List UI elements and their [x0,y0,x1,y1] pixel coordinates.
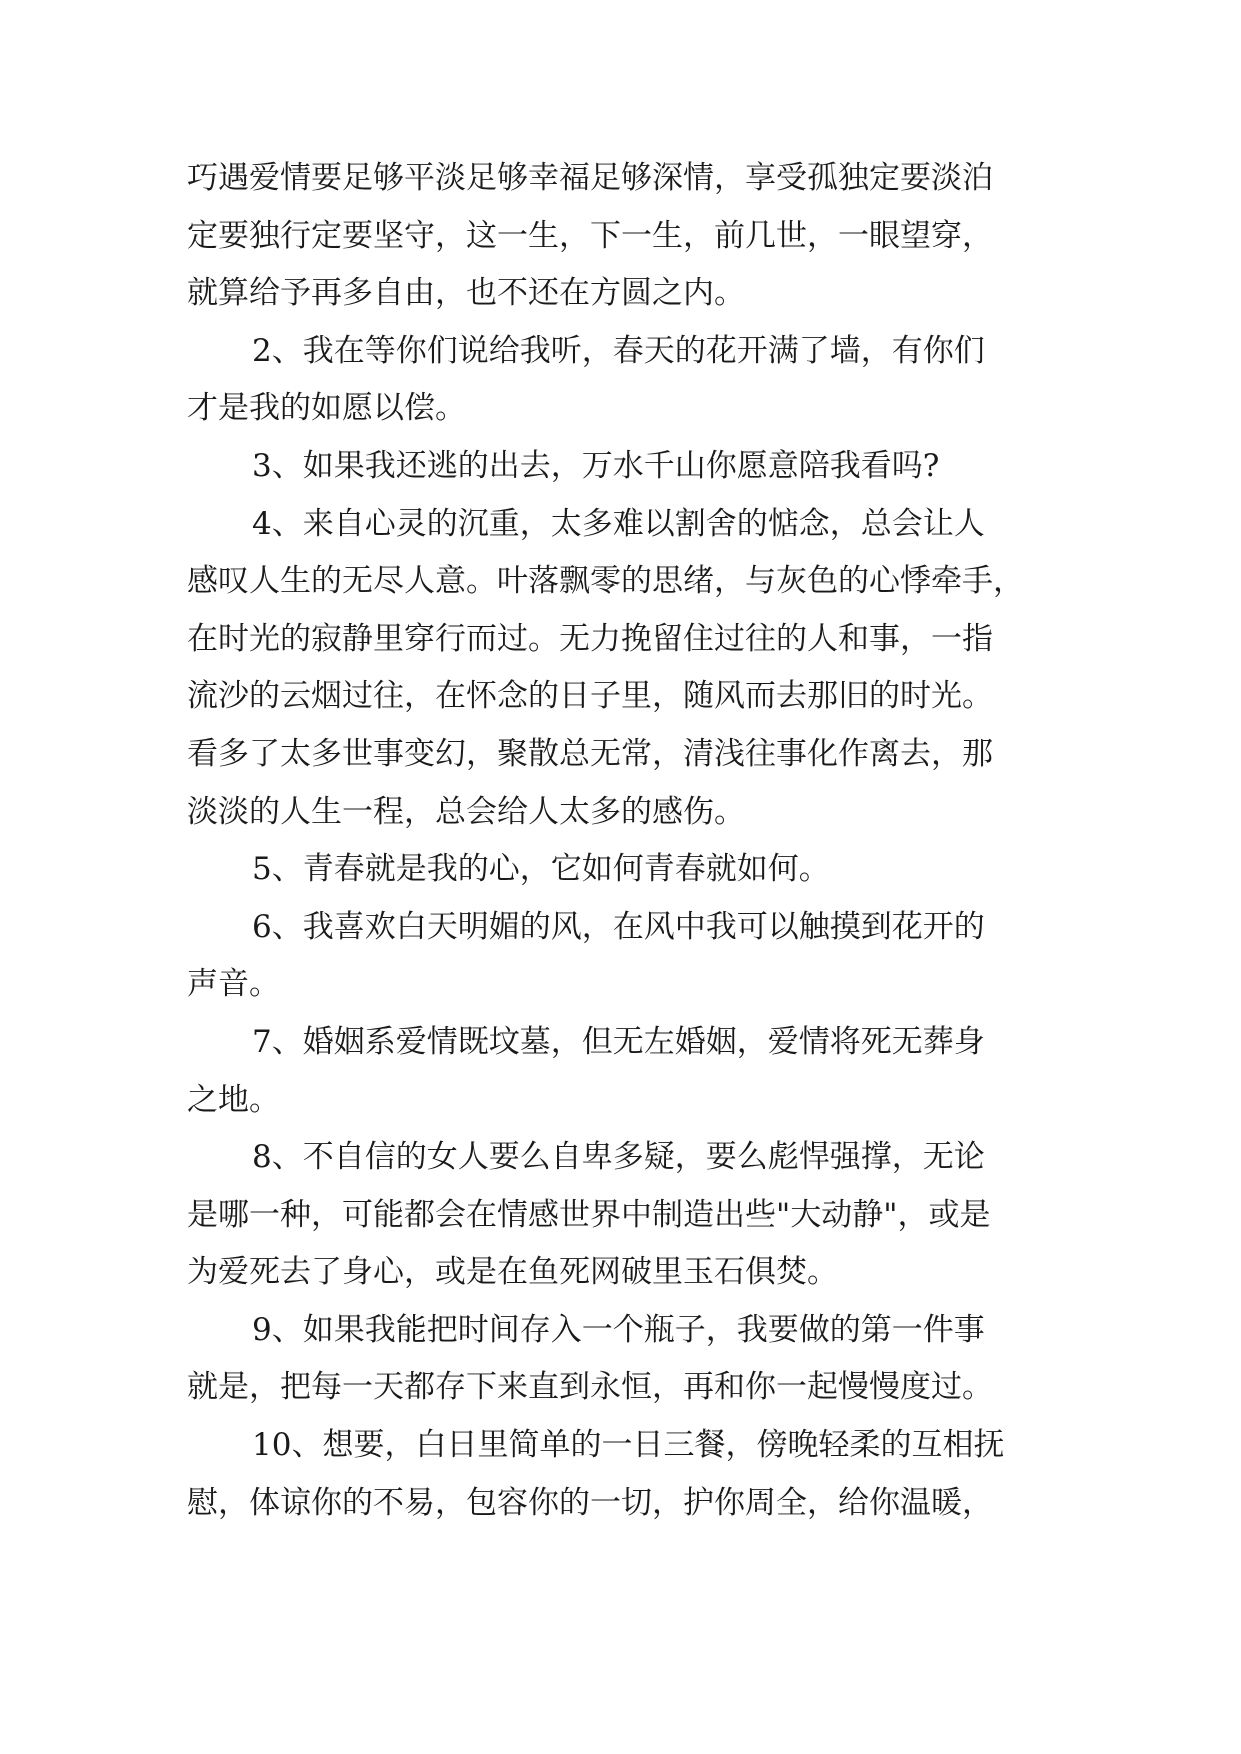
text-line: 慰，体谅你的不易，包容你的一切，护你周全，给你温暖， [187,1484,993,1521]
text-line: 10、想要，白日里简单的一日三餐，傍晚轻柔的互相抚 [252,1427,1005,1464]
text-line: 4、来自心灵的沉重，太多难以割舍的惦念，总会让人 [252,505,985,542]
text-line: 才是我的如愿以偿。 [187,390,466,427]
text-line: 2、我在等你们说给我听，春天的花开满了墙，有你们 [252,332,985,369]
text-line: 3、如果我还逃的出去，万水千山你愿意陪我看吗? [252,447,940,484]
text-line: 之地。 [187,1081,280,1118]
text-line: 就是，把每一天都存下来直到永恒，再和你一起慢慢度过。 [187,1369,993,1406]
text-line: 5、青春就是我的心，它如何青春就如何。 [252,851,830,888]
text-line: 是哪一种，可能都会在情感世界中制造出些"大动静"，或是 [187,1196,991,1233]
text-line: 流沙的云烟过往，在怀念的日子里，随风而去那旧的时光。 [187,678,993,715]
text-line: 8、不自信的女人要么自卑多疑，要么彪悍强撑，无论 [252,1139,985,1176]
text-line: 9、如果我能把时间存入一个瓶子，我要做的第一件事 [252,1311,985,1348]
text-line: 就算给予再多自由，也不还在方圆之内。 [187,275,745,312]
text-line: 看多了太多世事变幻，聚散总无常，清浅往事化作离去，那 [187,735,993,772]
text-line: 感叹人生的无尽人意。叶落飘零的思绪，与灰色的心悸牵手， [187,563,1024,600]
document-body [187,150,1067,1532]
text-line: 声音。 [187,966,280,1003]
text-line: 7、婚姻系爱情既坟墓，但无左婚姻，爱情将死无葬身 [252,1023,985,1060]
text-line: 为爱死去了身心，或是在鱼死网破里玉石俱焚。 [187,1254,838,1291]
text-line: 定要独行定要坚守，这一生，下一生，前几世，一眼望穿， [187,217,993,254]
text-line: 淡淡的人生一程，总会给人太多的感伤。 [187,793,745,830]
text-line: 巧遇爱情要足够平淡足够幸福足够深情，享受孤独定要淡泊 [187,160,993,196]
text-line: 6、我喜欢白天明媚的风，在风中我可以触摸到花开的 [252,908,985,945]
text-line: 在时光的寂静里穿行而过。无力挽留住过往的人和事，一指 [187,620,993,657]
